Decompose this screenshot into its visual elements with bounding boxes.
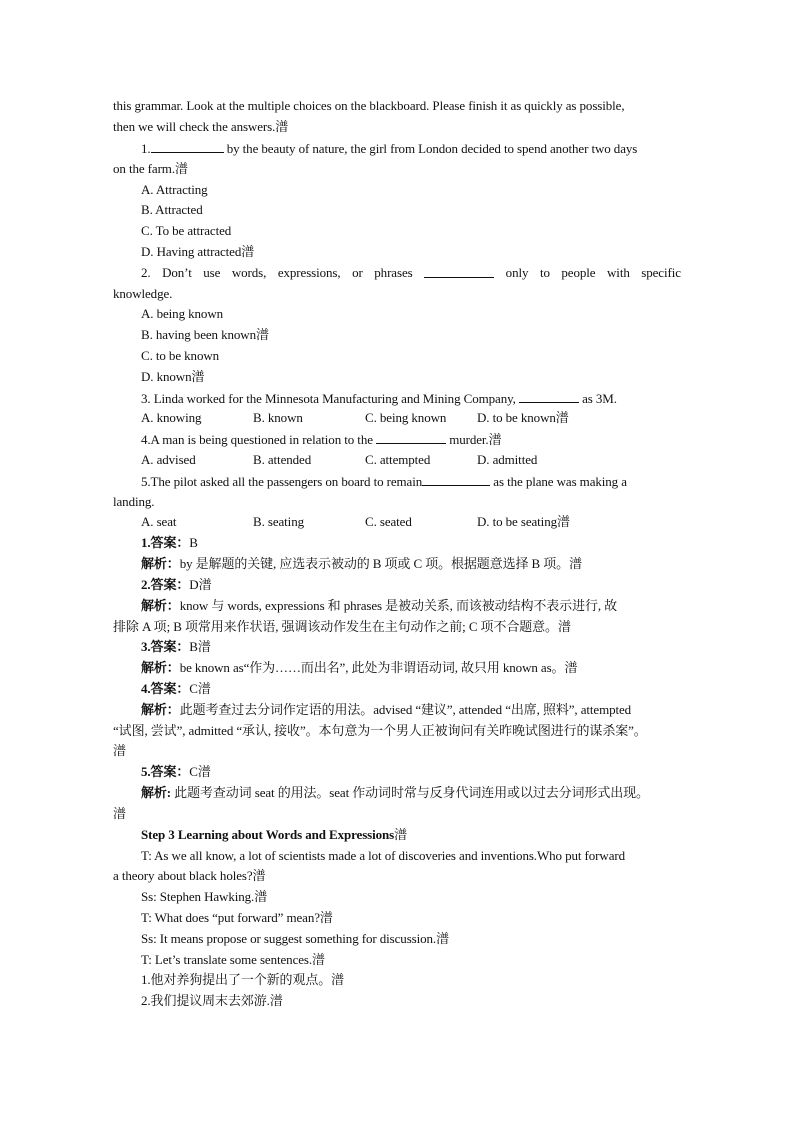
answer-blank — [519, 390, 579, 403]
option-d: D. to be known潽 — [477, 410, 569, 425]
section-heading: Step 3 Learning about Words and Expressions潽 — [141, 827, 408, 842]
answer-5: 5.答案：C潽 — [141, 764, 211, 779]
question-1-stem-cont: on the farm.潽 — [113, 161, 188, 176]
option-b: B. having been known潽 — [141, 327, 269, 342]
question-5-stem: 5.The pilot asked all the passengers on board to remain as the plane was making a — [141, 474, 627, 489]
question-5-stem-cont: landing. — [113, 494, 155, 509]
answer-blank — [151, 140, 224, 153]
intro-line: then we will check the answers.潽 — [113, 119, 289, 134]
explanation-3: 解析：be known as“作为……而出名”, 此处为非谓语动词, 故只用 known as。潽 — [141, 660, 578, 675]
question-3-stem: 3. Linda worked for the Minnesota Manufacturing and Mining Company, as 3M. — [141, 391, 617, 406]
option-d: D. admitted — [477, 452, 538, 467]
option-b: B. Attracted — [141, 202, 203, 217]
explanation-2: 解析：know 与 words, expressions 和 phrases 是被动关系, 而该被动结构不表示进行, 故 — [141, 598, 618, 613]
explanation-2-cont: 排除 A 项; B 项常用来作状语, 强调该动作发生在主句动作之前; C 项不合题意。潽 — [113, 619, 571, 634]
answer-3: 3.答案：B潽 — [141, 639, 211, 654]
option-c: C. To be attracted — [141, 223, 232, 238]
option-c: C. to be known — [141, 348, 220, 363]
option-a: A. knowing — [141, 410, 202, 425]
dialogue-line: T: Let’s translate some sentences.潽 — [141, 952, 325, 967]
paragraph-mark: 潽 — [275, 119, 289, 134]
option-a: A. seat — [141, 514, 177, 529]
answer-blank — [424, 265, 494, 278]
answer-blank — [376, 431, 446, 444]
question-2-stem: 2. Don’t use words, expressions, or phrases only to people with specific — [141, 265, 681, 280]
intro-line: this grammar. Look at the multiple choices on the blackboard. Please finish it as quickly as possible, — [113, 98, 625, 113]
explanation-4: 解析：此题考查过去分词作定语的用法。advised “建议”, attended “出席, 照料”, attempted — [141, 702, 632, 717]
option-c: C. attempted — [365, 452, 431, 467]
option-a: A. Attracting — [141, 182, 208, 197]
option-a: A. being known — [141, 306, 224, 321]
question-4-stem: 4.A man is being questioned in relation to the murder.潽 — [141, 432, 502, 447]
option-d: D. known潽 — [141, 369, 205, 384]
dialogue-line: T: What does “put forward” mean?潽 — [141, 910, 333, 925]
answer-4: 4.答案：C潽 — [141, 681, 211, 696]
translation-sentence: 1.他对养狗提出了一个新的观点。潽 — [141, 972, 345, 987]
explanation-5: 解析: 此题考查动词 seat 的用法。seat 作动词时常与反身代词连用或以过去分词形式出现。 — [141, 785, 649, 800]
answer-1: 1.答案：B — [141, 535, 198, 550]
translation-sentence: 2.我们提议周末去郊游.潽 — [141, 993, 283, 1008]
answer-2: 2.答案：D潽 — [141, 577, 212, 592]
paragraph-mark: 潽 — [113, 743, 126, 758]
dialogue-line: Ss: It means propose or suggest something for discussion.潽 — [141, 931, 449, 946]
dialogue-line: T: As we all know, a lot of scientists made a lot of discoveries and inventions.Who put forward — [141, 848, 625, 863]
answer-blank — [422, 473, 490, 486]
dialogue-line: Ss: Stephen Hawking.潽 — [141, 889, 268, 904]
option-d: D. Having attracted潽 — [141, 244, 255, 259]
option-c: C. seated — [365, 514, 412, 529]
option-b: B. known — [253, 410, 303, 425]
explanation-1: 解析：by 是解题的关键, 应选表示被动的 B 项或 C 项。根据题意选择 B 项。潽 — [141, 556, 582, 571]
dialogue-line: a theory about black holes?潽 — [113, 868, 266, 883]
question-1-stem: 1. by the beauty of nature, the girl from London decided to spend another two days — [141, 141, 638, 156]
paragraph-mark: 潽 — [113, 806, 126, 821]
option-a: A. advised — [141, 452, 196, 467]
option-b: B. attended — [253, 452, 312, 467]
option-d: D. to be seating潽 — [477, 514, 570, 529]
option-b: B. seating — [253, 514, 304, 529]
option-c: C. being known — [365, 410, 447, 425]
question-2-stem-cont: knowledge. — [113, 286, 173, 301]
explanation-4-cont: “试图, 尝试”, admitted “承认, 接收”。本句意为一个男人正被询问有关昨晚试图进行的谋杀案”。 — [113, 723, 647, 738]
